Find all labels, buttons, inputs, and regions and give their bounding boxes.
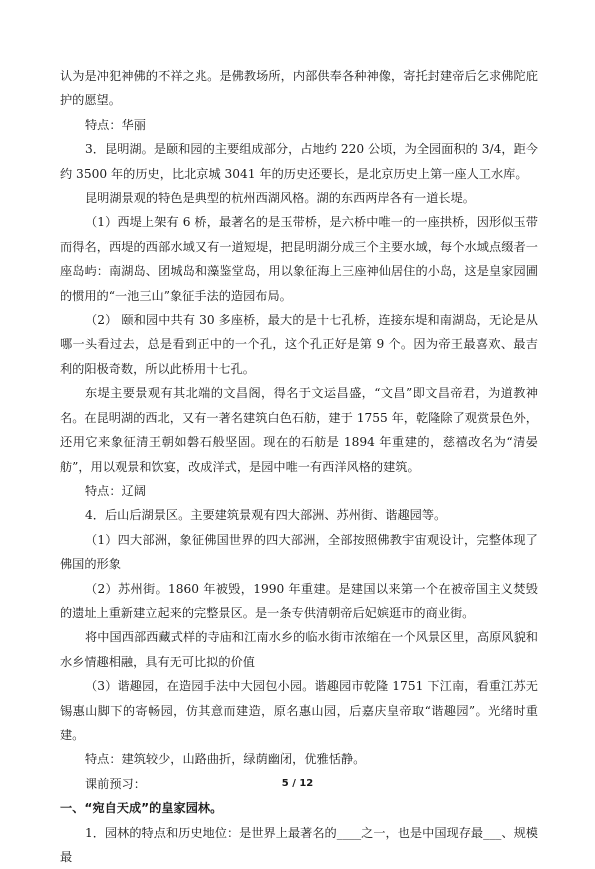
- document-body: [60, 64, 538, 869]
- paragraph: 课前预习：: [85, 776, 146, 791]
- paragraph: （2） 颐和园中共有 30 多座桥，最大的是十七孔桥，连接东堤和南湖岛，无论是从哪一头看过去，总是看到正中的一个孔，这个孔正好是第 9 个。因为帝王最喜欢、最吉利的阳极奇数，所以此桥用十七孔。: [60, 313, 538, 376]
- paragraph: 特点：建筑较少，山路曲折，绿荫幽闭，优雅恬静。: [85, 752, 366, 767]
- section-heading: 一、“宛自天成”的皇家园林。: [60, 801, 223, 816]
- paragraph: 4．后山后湖景区。主要建筑景观有四大部洲、苏州街、谐趣园等。: [85, 508, 447, 523]
- paragraph: 将中国西部西藏式样的寺庙和江南水乡的临水街市浓缩在一个风景区里，高原风貌和水乡情趣相融，具有无可比拟的价值: [60, 630, 538, 669]
- paragraph: 昆明湖景观的特色是典型的杭州西湖风格。湖的东西两岸各有一道长堤。: [85, 191, 475, 206]
- paragraph: （1）四大部洲，象征佛国世界的四大部洲，全部按照佛教宇宙观设计，完整体现了佛国的形象: [60, 532, 538, 572]
- paragraph: （3）谐趣园，在造园手法中大园包小园。谐趣园市乾隆 1751 下江南，看重江苏无锡惠山脚下的寄畅园，仿其意而建造，原名惠山园，后嘉庆皇帝取“谐趣园”。光绪时重建。: [60, 679, 538, 742]
- paragraph: 东堤主要景观有其北端的文昌阁，得名于文运昌盛，“文昌”即文昌帝君，为道教神名。在昆明湖的西北，又有一著名建筑白色石舫，建于 1755 年，乾隆除了观赏景色外，还用它来象征清王朝如磐石般坚固。现在的石舫是 1894 年重建的，慈禧改名为“清晏舫”，用以观景和饮宴，改成洋式，是园中唯一有西洋风格的建筑。: [60, 386, 538, 474]
- paragraph: 特点：华丽: [85, 117, 146, 132]
- paragraph: 3．昆明湖。是颐和园的主要组成部分，占地约 220 公顷，为全园面积的 3/4，距今约 3500 年的历史，比北京城 3041 年的历史还要长，是北京历史上第一座人工水库。: [60, 142, 538, 181]
- paragraph: 认为是冲犯神佛的不祥之兆。是佛教场所，内部供奉各种神像，寄托封建帝后乞求佛陀庇护的愿望。: [60, 69, 538, 108]
- paragraph: 1．园林的特点和历史地位：是世界上最著名的____之一，也是中国现存最___、规模最: [60, 825, 538, 864]
- paragraph: （1）西堤上架有 6 桥，最著名的是玉带桥，是六桥中唯一的一座拱桥，因形似玉带而得名，西堤的西部水域又有一道短堤，把昆明湖分成三个主要水域，每个水域点缀者一座岛屿：南湖岛、团城岛和藻鉴堂岛，用以象征海上三座神仙居住的小岛，这是皇家园圃的惯用的“一池三山”象征手法的造园布局。: [60, 215, 538, 303]
- paragraph: 特点：辽阔: [85, 483, 146, 498]
- page-number: 5 / 12: [281, 778, 314, 789]
- paragraph: （2）苏州街。1860 年被毁，1990 年重建。是建国以来第一个在被帝国主义焚毁的遗址上重新建立起来的完整景区。是一条专供清朝帝后妃嫔逛市的商业街。: [60, 581, 538, 620]
